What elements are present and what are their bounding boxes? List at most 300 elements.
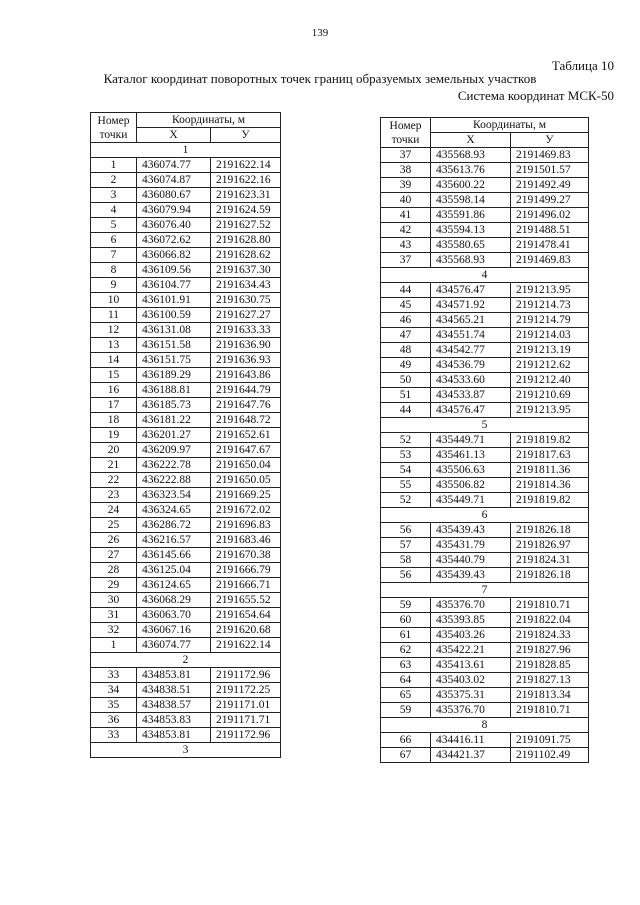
coord-y: 2191814.36 xyxy=(511,478,589,493)
point-number: 6 xyxy=(91,233,137,248)
point-number: 2 xyxy=(91,173,137,188)
point-number: 54 xyxy=(381,463,431,478)
table-row xyxy=(381,748,589,763)
coord-y: 2191622.14 xyxy=(211,638,281,653)
point-number: 16 xyxy=(91,383,137,398)
point-number: 10 xyxy=(91,293,137,308)
point-number: 9 xyxy=(91,278,137,293)
coord-x: 434565.21 xyxy=(431,313,511,328)
coord-x: 434576.47 xyxy=(431,283,511,298)
coord-x: 436286.72 xyxy=(137,518,211,533)
table-row xyxy=(381,493,589,508)
coord-x: 436131.08 xyxy=(137,323,211,338)
coord-y: 2191647.67 xyxy=(211,443,281,458)
table-row xyxy=(381,688,589,703)
coord-x: 435591.86 xyxy=(431,208,511,223)
coord-x: 436068.29 xyxy=(137,593,211,608)
coord-x: 436074.77 xyxy=(137,158,211,173)
coord-x: 436063.70 xyxy=(137,608,211,623)
parcel-number: 6 xyxy=(381,508,589,523)
coord-y: 2191654.64 xyxy=(211,608,281,623)
point-number: 57 xyxy=(381,538,431,553)
coord-y: 2191469.83 xyxy=(511,148,589,163)
coord-y: 2191826.18 xyxy=(511,568,589,583)
point-number: 47 xyxy=(381,328,431,343)
table-row xyxy=(381,523,589,538)
coord-x: 435413.61 xyxy=(431,658,511,673)
table-row xyxy=(91,593,281,608)
coord-y: 2191469.83 xyxy=(511,253,589,268)
coord-y: 2191622.14 xyxy=(211,158,281,173)
point-number: 36 xyxy=(91,713,137,728)
coord-x: 435506.82 xyxy=(431,478,511,493)
coord-y: 2191171.71 xyxy=(211,713,281,728)
coord-x: 435376.70 xyxy=(431,598,511,613)
table-row xyxy=(91,293,281,308)
table-row xyxy=(91,248,281,263)
coord-x: 434838.51 xyxy=(137,683,211,698)
table-row xyxy=(381,328,589,343)
coord-x: 435439.43 xyxy=(431,568,511,583)
point-number: 29 xyxy=(91,578,137,593)
coord-y: 2191819.82 xyxy=(511,493,589,508)
parcel-group-row xyxy=(91,143,281,158)
coord-x: 436101.91 xyxy=(137,293,211,308)
table-row xyxy=(91,473,281,488)
coord-y: 2191636.93 xyxy=(211,353,281,368)
header-point-number: Номер точки xyxy=(91,113,137,143)
parcel-group-row xyxy=(381,718,589,733)
table-row xyxy=(91,188,281,203)
table-row xyxy=(91,233,281,248)
table-row xyxy=(381,553,589,568)
point-number: 62 xyxy=(381,643,431,658)
point-number: 27 xyxy=(91,548,137,563)
coord-y: 2191210.69 xyxy=(511,388,589,403)
table-row xyxy=(381,193,589,208)
table-row xyxy=(91,518,281,533)
table-row xyxy=(381,433,589,448)
table-row xyxy=(91,698,281,713)
point-number: 22 xyxy=(91,473,137,488)
parcel-group-row xyxy=(381,583,589,598)
point-number: 20 xyxy=(91,443,137,458)
coord-y: 2191627.52 xyxy=(211,218,281,233)
coord-x: 434416.11 xyxy=(431,733,511,748)
table-row xyxy=(91,353,281,368)
table-label: Таблица 10 xyxy=(551,58,614,73)
coord-x: 435440.79 xyxy=(431,553,511,568)
point-number: 60 xyxy=(381,613,431,628)
point-number: 8 xyxy=(91,263,137,278)
point-number: 13 xyxy=(91,338,137,353)
table-row xyxy=(381,448,589,463)
table-row xyxy=(381,643,589,658)
point-number: 53 xyxy=(381,448,431,463)
coord-y: 2191628.80 xyxy=(211,233,281,248)
coord-x: 434853.81 xyxy=(137,668,211,683)
coord-x: 436076.40 xyxy=(137,218,211,233)
table-row xyxy=(381,403,589,418)
coord-x: 435376.70 xyxy=(431,703,511,718)
parcel-group-row xyxy=(381,508,589,523)
coord-x: 435449.71 xyxy=(431,493,511,508)
coord-x: 436209.97 xyxy=(137,443,211,458)
point-number: 59 xyxy=(381,703,431,718)
point-number: 1 xyxy=(91,158,137,173)
point-number: 42 xyxy=(381,223,431,238)
coord-y: 2191628.62 xyxy=(211,248,281,263)
coord-x: 435439.43 xyxy=(431,523,511,538)
coord-x: 435403.02 xyxy=(431,673,511,688)
table-row xyxy=(91,158,281,173)
point-number: 30 xyxy=(91,593,137,608)
point-number: 49 xyxy=(381,358,431,373)
coord-x: 436216.57 xyxy=(137,533,211,548)
point-number: 39 xyxy=(381,178,431,193)
parcel-group-row xyxy=(381,268,589,283)
table-row xyxy=(381,298,589,313)
point-number: 43 xyxy=(381,238,431,253)
table-row xyxy=(381,208,589,223)
coord-y: 2191102.49 xyxy=(511,748,589,763)
point-number: 34 xyxy=(91,683,137,698)
coord-y: 2191633.33 xyxy=(211,323,281,338)
parcel-number: 2 xyxy=(91,653,281,668)
coord-y: 2191478.41 xyxy=(511,238,589,253)
point-number: 31 xyxy=(91,608,137,623)
table-row xyxy=(91,623,281,638)
coord-y: 2191813.34 xyxy=(511,688,589,703)
table-row xyxy=(381,178,589,193)
table-row xyxy=(91,428,281,443)
coord-y: 2191634.43 xyxy=(211,278,281,293)
coordinate-system-label: Система координат МСК-50 xyxy=(457,88,614,103)
coord-y: 2191624.59 xyxy=(211,203,281,218)
coord-y: 2191811.36 xyxy=(511,463,589,478)
point-number: 37 xyxy=(381,253,431,268)
point-number: 12 xyxy=(91,323,137,338)
point-number: 64 xyxy=(381,673,431,688)
coord-x: 436181.22 xyxy=(137,413,211,428)
point-number: 11 xyxy=(91,308,137,323)
coord-x: 435393.85 xyxy=(431,613,511,628)
coord-y: 2191827.96 xyxy=(511,643,589,658)
point-number: 7 xyxy=(91,248,137,263)
table-row xyxy=(381,313,589,328)
coord-y: 2191214.03 xyxy=(511,328,589,343)
coord-y: 2191666.71 xyxy=(211,578,281,593)
coord-x: 434838.57 xyxy=(137,698,211,713)
coord-x: 435375.31 xyxy=(431,688,511,703)
coord-x: 436323.54 xyxy=(137,488,211,503)
table-row xyxy=(381,238,589,253)
table-row xyxy=(91,278,281,293)
point-number: 61 xyxy=(381,628,431,643)
table-row xyxy=(381,613,589,628)
coord-x: 434853.83 xyxy=(137,713,211,728)
parcel-number: 4 xyxy=(381,268,589,283)
parcel-group-row xyxy=(91,743,281,758)
table-row xyxy=(91,323,281,338)
header-x: X xyxy=(431,133,511,148)
point-number: 51 xyxy=(381,388,431,403)
point-number: 59 xyxy=(381,598,431,613)
header-coordinates: Координаты, м xyxy=(431,118,589,133)
coord-x: 434551.74 xyxy=(431,328,511,343)
table-row xyxy=(91,533,281,548)
coord-y: 2191650.04 xyxy=(211,458,281,473)
point-number: 65 xyxy=(381,688,431,703)
parcel-group-row xyxy=(91,653,281,668)
table-row xyxy=(91,263,281,278)
table-row xyxy=(381,163,589,178)
point-number: 37 xyxy=(381,148,431,163)
coord-x: 436151.58 xyxy=(137,338,211,353)
table-row xyxy=(91,368,281,383)
table-row xyxy=(91,683,281,698)
table-row xyxy=(91,608,281,623)
coord-x: 436066.82 xyxy=(137,248,211,263)
parcel-number: 1 xyxy=(91,143,281,158)
coord-x: 435568.93 xyxy=(431,148,511,163)
table-row xyxy=(381,388,589,403)
table-row xyxy=(381,343,589,358)
coord-y: 2191810.71 xyxy=(511,703,589,718)
coord-x: 436074.87 xyxy=(137,173,211,188)
coord-x: 435422.21 xyxy=(431,643,511,658)
coord-x: 436188.81 xyxy=(137,383,211,398)
coord-y: 2191501.57 xyxy=(511,163,589,178)
coord-y: 2191828.85 xyxy=(511,658,589,673)
table-row xyxy=(91,173,281,188)
table-row xyxy=(91,563,281,578)
table-row xyxy=(381,598,589,613)
coord-x: 435594.13 xyxy=(431,223,511,238)
coord-x: 436067.16 xyxy=(137,623,211,638)
coord-x: 436324.65 xyxy=(137,503,211,518)
point-number: 52 xyxy=(381,493,431,508)
coord-x: 436109.56 xyxy=(137,263,211,278)
table-row xyxy=(381,673,589,688)
point-number: 45 xyxy=(381,298,431,313)
coord-y: 2191827.13 xyxy=(511,673,589,688)
coord-y: 2191652.61 xyxy=(211,428,281,443)
table-row xyxy=(91,203,281,218)
coord-x: 436145.66 xyxy=(137,548,211,563)
coord-x: 436189.29 xyxy=(137,368,211,383)
point-number: 52 xyxy=(381,433,431,448)
header-y: У xyxy=(211,128,281,143)
parcel-number: 5 xyxy=(381,418,589,433)
point-number: 41 xyxy=(381,208,431,223)
coord-x: 435580.65 xyxy=(431,238,511,253)
table-row xyxy=(381,373,589,388)
coord-y: 2191824.33 xyxy=(511,628,589,643)
coord-y: 2191637.30 xyxy=(211,263,281,278)
point-number: 55 xyxy=(381,478,431,493)
coord-x: 434542.77 xyxy=(431,343,511,358)
point-number: 17 xyxy=(91,398,137,413)
point-number: 14 xyxy=(91,353,137,368)
point-number: 44 xyxy=(381,283,431,298)
coord-y: 2191091.75 xyxy=(511,733,589,748)
coord-y: 2191214.79 xyxy=(511,313,589,328)
coordinates-table-left xyxy=(90,112,281,758)
point-number: 63 xyxy=(381,658,431,673)
point-number: 26 xyxy=(91,533,137,548)
coord-x: 436185.73 xyxy=(137,398,211,413)
table-row xyxy=(91,728,281,743)
coord-x: 435598.14 xyxy=(431,193,511,208)
coord-x: 436151.75 xyxy=(137,353,211,368)
point-number: 18 xyxy=(91,413,137,428)
coord-x: 436201.27 xyxy=(137,428,211,443)
coord-y: 2191672.02 xyxy=(211,503,281,518)
table-row xyxy=(91,713,281,728)
table-row xyxy=(381,568,589,583)
coord-y: 2191669.25 xyxy=(211,488,281,503)
coord-x: 436079.94 xyxy=(137,203,211,218)
coord-y: 2191213.95 xyxy=(511,403,589,418)
table-row xyxy=(381,358,589,373)
point-number: 1 xyxy=(91,638,137,653)
table-row xyxy=(381,478,589,493)
point-number: 40 xyxy=(381,193,431,208)
coord-x: 436124.65 xyxy=(137,578,211,593)
point-number: 56 xyxy=(381,568,431,583)
table-row xyxy=(381,538,589,553)
table-row xyxy=(91,413,281,428)
coord-y: 2191666.79 xyxy=(211,563,281,578)
point-number: 56 xyxy=(381,523,431,538)
coord-x: 434853.81 xyxy=(137,728,211,743)
table-row xyxy=(381,223,589,238)
coord-y: 2191172.96 xyxy=(211,668,281,683)
coord-x: 434533.60 xyxy=(431,373,511,388)
coord-y: 2191670.38 xyxy=(211,548,281,563)
coord-y: 2191647.76 xyxy=(211,398,281,413)
point-number: 44 xyxy=(381,403,431,418)
coord-y: 2191492.49 xyxy=(511,178,589,193)
coord-y: 2191819.82 xyxy=(511,433,589,448)
coord-y: 2191648.72 xyxy=(211,413,281,428)
coord-y: 2191213.19 xyxy=(511,343,589,358)
point-number: 38 xyxy=(381,163,431,178)
point-number: 3 xyxy=(91,188,137,203)
point-number: 67 xyxy=(381,748,431,763)
point-number: 66 xyxy=(381,733,431,748)
coord-x: 434421.37 xyxy=(431,748,511,763)
coord-x: 434533.87 xyxy=(431,388,511,403)
coord-y: 2191213.95 xyxy=(511,283,589,298)
table-row xyxy=(381,148,589,163)
coord-y: 2191627.27 xyxy=(211,308,281,323)
coord-y: 2191623.31 xyxy=(211,188,281,203)
parcel-number: 7 xyxy=(381,583,589,598)
point-number: 50 xyxy=(381,373,431,388)
table-row xyxy=(91,458,281,473)
parcel-group-row xyxy=(381,418,589,433)
coord-y: 2191172.96 xyxy=(211,728,281,743)
coord-x: 436222.78 xyxy=(137,458,211,473)
table-row xyxy=(91,578,281,593)
coord-x: 434536.79 xyxy=(431,358,511,373)
coord-x: 435613.76 xyxy=(431,163,511,178)
coordinates-table-right xyxy=(380,117,589,763)
point-number: 46 xyxy=(381,313,431,328)
coord-y: 2191817.63 xyxy=(511,448,589,463)
coord-y: 2191620.68 xyxy=(211,623,281,638)
coord-y: 2191826.97 xyxy=(511,538,589,553)
coord-y: 2191643.86 xyxy=(211,368,281,383)
coord-y: 2191696.83 xyxy=(211,518,281,533)
coord-y: 2191171.01 xyxy=(211,698,281,713)
table-row xyxy=(91,398,281,413)
header-coordinates: Координаты, м xyxy=(137,113,281,128)
coord-y: 2191824.31 xyxy=(511,553,589,568)
point-number: 32 xyxy=(91,623,137,638)
coord-y: 2191636.90 xyxy=(211,338,281,353)
parcel-number: 3 xyxy=(91,743,281,758)
point-number: 58 xyxy=(381,553,431,568)
coord-x: 435461.13 xyxy=(431,448,511,463)
table-row xyxy=(91,548,281,563)
coord-x: 434571.92 xyxy=(431,298,511,313)
table-row xyxy=(381,628,589,643)
coord-x: 436080.67 xyxy=(137,188,211,203)
point-number: 19 xyxy=(91,428,137,443)
coord-y: 2191214.73 xyxy=(511,298,589,313)
coord-y: 2191655.52 xyxy=(211,593,281,608)
coord-x: 436104.77 xyxy=(137,278,211,293)
table-row xyxy=(91,638,281,653)
point-number: 33 xyxy=(91,668,137,683)
coord-y: 2191822.04 xyxy=(511,613,589,628)
point-number: 5 xyxy=(91,218,137,233)
point-number: 35 xyxy=(91,698,137,713)
header-point-number: Номер точки xyxy=(381,118,431,148)
point-number: 15 xyxy=(91,368,137,383)
coord-x: 436100.59 xyxy=(137,308,211,323)
table-row xyxy=(381,733,589,748)
table-row xyxy=(381,253,589,268)
table-row xyxy=(381,463,589,478)
coord-x: 436125.04 xyxy=(137,563,211,578)
table-row xyxy=(91,308,281,323)
coord-y: 2191172.25 xyxy=(211,683,281,698)
table-row xyxy=(91,488,281,503)
table-row xyxy=(91,668,281,683)
coord-y: 2191810.71 xyxy=(511,598,589,613)
coord-y: 2191499.27 xyxy=(511,193,589,208)
coord-x: 434576.47 xyxy=(431,403,511,418)
table-row xyxy=(91,218,281,233)
table-row xyxy=(381,703,589,718)
coord-x: 435506.63 xyxy=(431,463,511,478)
table-row xyxy=(91,503,281,518)
coord-y: 2191650.05 xyxy=(211,473,281,488)
catalog-title: Каталог координат поворотных точек границ образуемых земельных участков xyxy=(103,71,537,86)
point-number: 25 xyxy=(91,518,137,533)
table-row xyxy=(381,658,589,673)
point-number: 33 xyxy=(91,728,137,743)
coord-x: 435403.26 xyxy=(431,628,511,643)
coord-x: 435568.93 xyxy=(431,253,511,268)
point-number: 24 xyxy=(91,503,137,518)
coord-y: 2191496.02 xyxy=(511,208,589,223)
table-row xyxy=(91,338,281,353)
